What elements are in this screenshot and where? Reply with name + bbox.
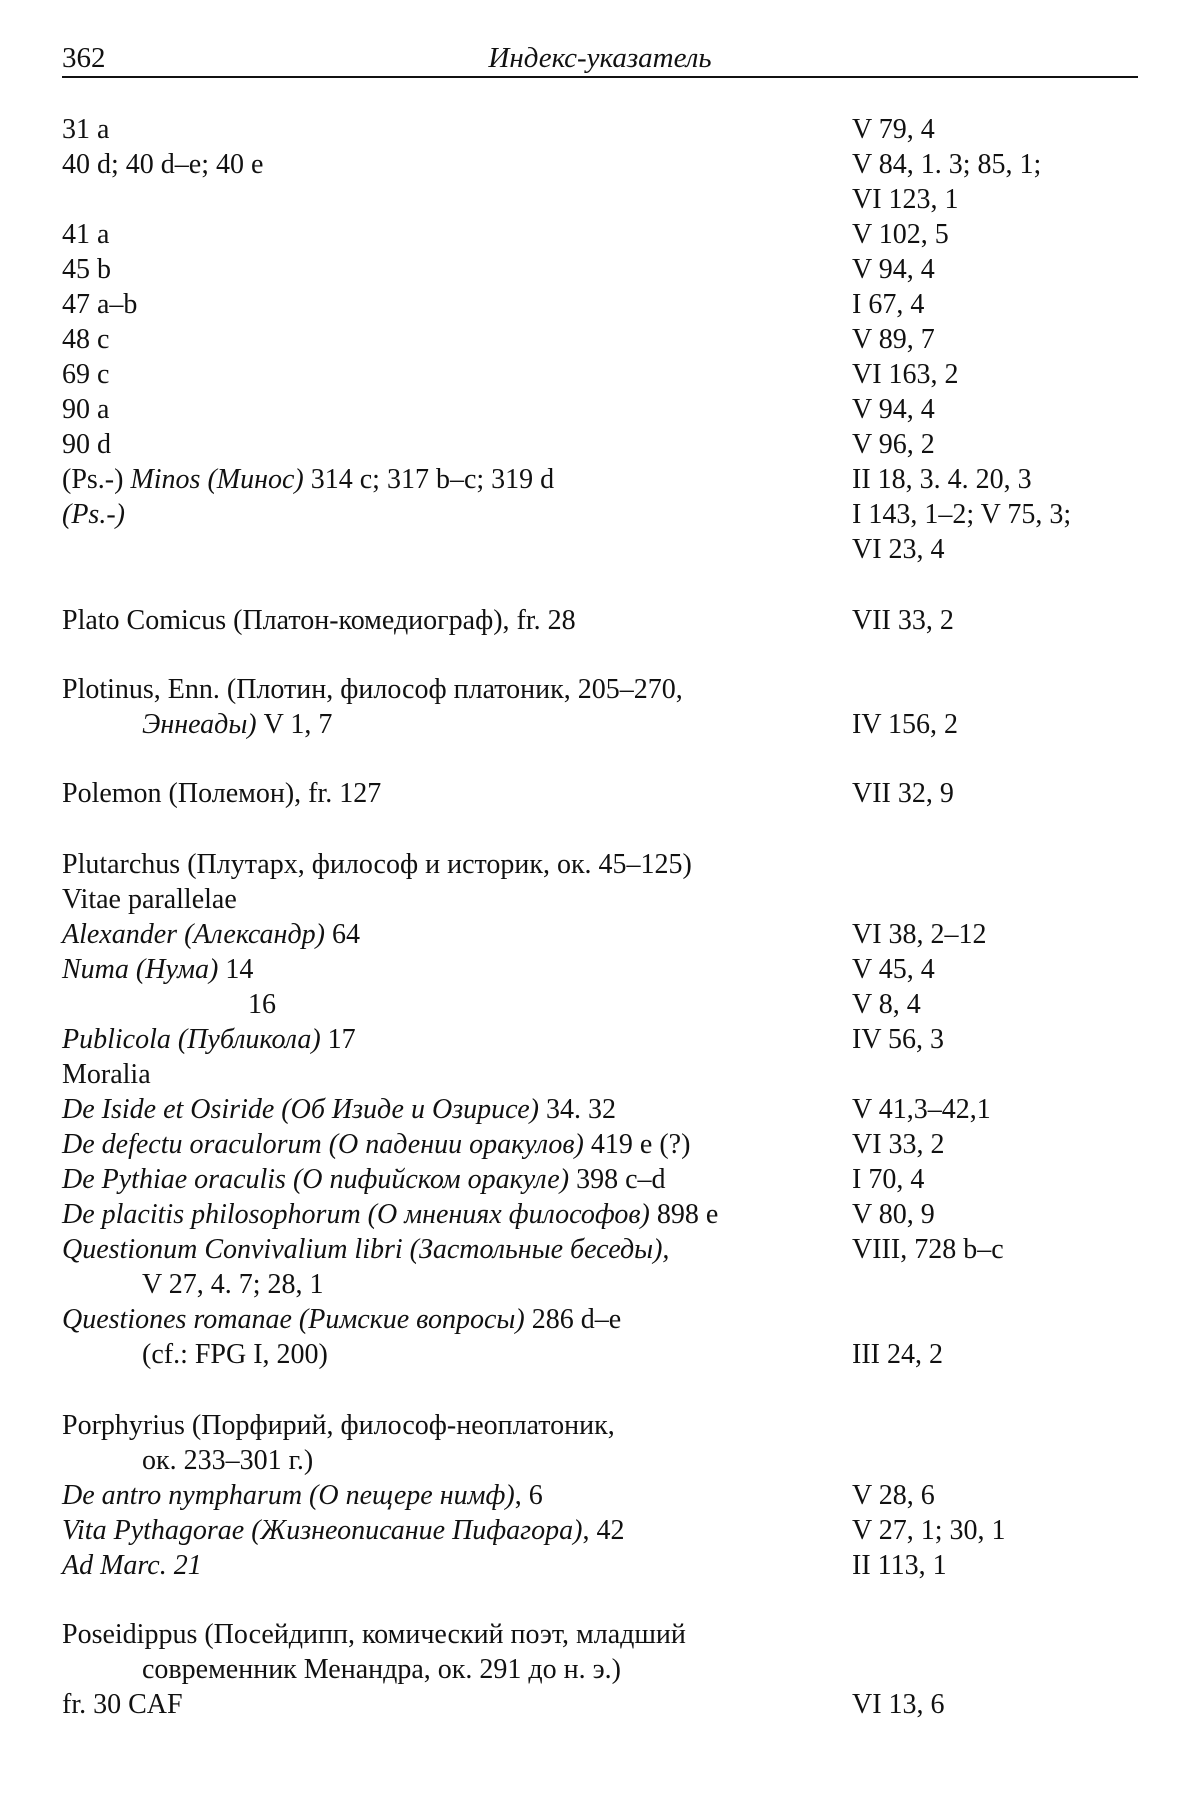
entry-text: Vitae parallelae — [62, 884, 237, 915]
entry-locator: 314 c; 317 b–c; 319 d — [303, 464, 555, 495]
index-entry — [62, 847, 1138, 882]
index-entry — [62, 882, 1138, 917]
entry-reference: V 84, 1. 3; 85, 1; — [852, 149, 1042, 180]
entry-text: Plato Comicus (Платон-комедиограф), fr. 28 — [62, 605, 576, 636]
entry-text: Plutarchus (Плутарх, философ и историк, ок. 45–125) — [62, 849, 692, 880]
entry-title: Alexander (Александр) — [62, 919, 325, 950]
entry-title: Questionum Convivalium libri (Застольные беседы), — [62, 1234, 670, 1265]
entry-source — [62, 1197, 718, 1232]
entry-locator: 34. 32 — [538, 1094, 616, 1125]
entry-source — [62, 882, 237, 917]
entry-title: Minos (Минос) — [130, 464, 304, 495]
index-entry — [62, 287, 1138, 322]
entry-reference: V 28, 6 — [852, 1480, 935, 1511]
entry-source — [62, 917, 360, 952]
entry-source — [62, 1127, 690, 1162]
entry-title: (Ps.-) — [62, 499, 125, 530]
index-entry — [62, 1478, 1138, 1513]
index-entry — [62, 1443, 1138, 1478]
entry-locator: 398 c–d — [569, 1164, 666, 1195]
index-entry — [62, 1127, 1138, 1162]
index-entry — [62, 1617, 1138, 1652]
entry-locator: V 1, 7 — [256, 709, 333, 740]
entry-reference: VIII, 728 b–c — [852, 1234, 1004, 1265]
entry-locator: 286 d–e — [524, 1304, 622, 1335]
index-entry — [62, 1687, 1138, 1722]
entry-reference: V 27, 1; 30, 1 — [852, 1515, 1006, 1546]
entry-source — [62, 427, 111, 462]
index-entry — [62, 497, 1138, 532]
index-entry — [62, 987, 1138, 1022]
index-entry — [62, 147, 1138, 182]
entry-title: De defectu oraculorum (О падении оракулов) — [62, 1129, 584, 1160]
entry-reference: VII 32, 9 — [852, 778, 954, 809]
entry-source — [62, 1478, 543, 1513]
index-entry — [62, 672, 1138, 707]
index-entry — [62, 1057, 1138, 1092]
entry-source — [62, 392, 109, 427]
index-entry — [62, 392, 1138, 427]
entry-reference: VI 123, 1 — [852, 184, 959, 215]
entry-reference: II 18, 3. 4. 20, 3 — [852, 464, 1032, 495]
entry-text: Poseidippus (Посейдипп, комический поэт, младший — [62, 1619, 686, 1650]
entry-reference: VI 33, 2 — [852, 1129, 945, 1160]
index-entry — [62, 532, 1138, 567]
entry-title: Questiones romanae (Римские вопросы) — [62, 1304, 525, 1335]
entry-title: De Iside et Osiride (Об Изиде и Озирисе) — [62, 1094, 539, 1125]
entry-reference: VI 163, 2 — [852, 359, 959, 390]
entry-locator: 14 — [218, 954, 254, 985]
index-entry — [62, 1302, 1138, 1337]
entry-source — [62, 603, 576, 638]
index-entry — [62, 952, 1138, 987]
entry-text: Porphyrius (Порфирий, философ-неоплатоник, — [62, 1410, 615, 1441]
entry-text: Polemon (Полемон), fr. 127 — [62, 778, 382, 809]
entry-source — [62, 357, 109, 392]
entry-reference: III 24, 2 — [852, 1339, 943, 1370]
entry-reference: V 94, 4 — [852, 394, 935, 425]
entry-source — [62, 1408, 615, 1443]
entry-source — [62, 217, 109, 252]
entry-reference: VI 13, 6 — [852, 1689, 945, 1720]
entry-source — [62, 1162, 666, 1197]
entry-text: Moralia — [62, 1059, 151, 1090]
entry-title: De placitis philosophorum (О мнениях философов) — [62, 1199, 650, 1230]
entry-text: 69 c — [62, 359, 110, 390]
index-entry — [62, 1513, 1138, 1548]
entry-reference: IV 56, 3 — [852, 1024, 945, 1055]
entry-locator: , 6 — [514, 1480, 543, 1511]
index-entry — [62, 1267, 1138, 1302]
entry-source — [62, 952, 253, 987]
index-entry — [62, 462, 1138, 497]
index-entry — [62, 1337, 1138, 1372]
entry-text: V 27, 4. 7; 28, 1 — [142, 1269, 324, 1300]
entry-source — [62, 287, 137, 322]
entry-locator: 898 e — [649, 1199, 719, 1230]
index-entry — [62, 217, 1138, 252]
index-entry — [62, 427, 1138, 462]
entry-text: 41 a — [62, 219, 110, 250]
entry-reference: V 80, 9 — [852, 1199, 935, 1230]
entry-source — [142, 1267, 324, 1302]
index-entry — [62, 1232, 1138, 1267]
entry-source — [62, 147, 263, 182]
entry-text: 90 d — [62, 429, 111, 460]
entry-source — [62, 1092, 616, 1127]
entry-title: Numa (Нума) — [62, 954, 219, 985]
entry-source — [62, 322, 109, 357]
entry-title: Publicola (Публикола) — [62, 1024, 321, 1055]
entry-source — [62, 497, 125, 532]
entry-source — [62, 1617, 686, 1652]
index-entry — [62, 1197, 1138, 1232]
running-title: Индекс-указатель — [488, 42, 712, 74]
entry-source — [62, 1302, 621, 1337]
entry-reference: II 113, 1 — [852, 1550, 947, 1581]
entry-reference: V 8, 4 — [852, 989, 921, 1020]
index-entry — [62, 357, 1138, 392]
entry-prefix: (Ps.-) — [62, 464, 131, 495]
entry-source — [62, 112, 109, 147]
index-entry — [62, 112, 1138, 147]
entry-locator: 419 e (?) — [583, 1129, 691, 1160]
entry-text: fr. 30 CAF — [62, 1689, 183, 1720]
index-entry — [62, 1652, 1138, 1687]
entry-text: 48 c — [62, 324, 110, 355]
entry-locator: , 42 — [582, 1515, 625, 1546]
entry-reference: V 96, 2 — [852, 429, 935, 460]
index-entry — [62, 707, 1138, 742]
index-entry — [62, 603, 1138, 638]
index-entry — [62, 182, 1138, 217]
entry-locator: 16 — [248, 989, 276, 1020]
entry-source — [248, 987, 276, 1022]
entry-reference: V 94, 4 — [852, 254, 935, 285]
entry-text: Plotinus, Enn. (Плотин, философ платоник, 205–270, — [62, 674, 683, 705]
index-entry — [62, 917, 1138, 952]
entry-reference: I 67, 4 — [852, 289, 925, 320]
entry-title: De antro nympharum (О пещере нимф) — [62, 1480, 515, 1511]
entry-title: Vita Pythagorae (Жизнеописание Пифагора) — [62, 1515, 583, 1546]
entry-reference: V 41,3–42,1 — [852, 1094, 991, 1125]
entry-reference: I 143, 1–2; V 75, 3; — [852, 499, 1072, 530]
entry-source — [62, 1057, 151, 1092]
entry-source — [62, 1548, 202, 1583]
index-entry — [62, 1162, 1138, 1197]
page-header — [62, 42, 1138, 78]
page-number: 362 — [62, 42, 106, 74]
entry-reference: V 79, 4 — [852, 114, 935, 145]
entry-reference: V 102, 5 — [852, 219, 949, 250]
entry-text: 31 a — [62, 114, 110, 145]
entry-source — [142, 1443, 313, 1478]
entry-reference: V 89, 7 — [852, 324, 935, 355]
entry-source — [62, 1232, 669, 1267]
entry-title: Эннеады) — [142, 709, 257, 740]
entry-source — [62, 462, 554, 497]
entry-text: 90 a — [62, 394, 110, 425]
entry-title: De Pythiae oraculis (О пифийском оракуле) — [62, 1164, 570, 1195]
index-entry — [62, 1022, 1138, 1057]
entry-reference: V 45, 4 — [852, 954, 935, 985]
index-entry — [62, 252, 1138, 287]
entry-source — [142, 1337, 328, 1372]
index-entry — [62, 776, 1138, 811]
index-entry — [62, 322, 1138, 357]
entry-text: (cf.: FPG I, 200) — [142, 1339, 328, 1370]
entry-source — [62, 1513, 624, 1548]
entry-source — [62, 672, 683, 707]
entry-reference: VI 23, 4 — [852, 534, 945, 565]
index-entry — [62, 1548, 1138, 1583]
entry-source — [62, 1022, 356, 1057]
entry-reference: VII 33, 2 — [852, 605, 954, 636]
entry-reference: I 70, 4 — [852, 1164, 925, 1195]
entry-source — [62, 1687, 183, 1722]
entry-source — [62, 847, 692, 882]
entry-reference: VI 38, 2–12 — [852, 919, 987, 950]
index-entry — [62, 1408, 1138, 1443]
entry-source — [62, 776, 381, 811]
index-entry — [62, 1092, 1138, 1127]
entry-reference: IV 156, 2 — [852, 709, 959, 740]
entry-text: 45 b — [62, 254, 111, 285]
entry-source — [142, 707, 332, 742]
entry-source — [142, 1652, 621, 1687]
entry-text: 47 a–b — [62, 289, 138, 320]
entry-title: Ad Marc. 21 — [62, 1550, 202, 1581]
entry-locator: 17 — [320, 1024, 356, 1055]
entry-text: ок. 233–301 г.) — [142, 1445, 314, 1476]
entry-text: 40 d; 40 d–e; 40 e — [62, 149, 264, 180]
entry-text: современник Менандра, ок. 291 до н. э.) — [142, 1654, 621, 1685]
entry-source — [62, 252, 111, 287]
entry-locator: 64 — [324, 919, 360, 950]
index-list — [62, 112, 1138, 1722]
